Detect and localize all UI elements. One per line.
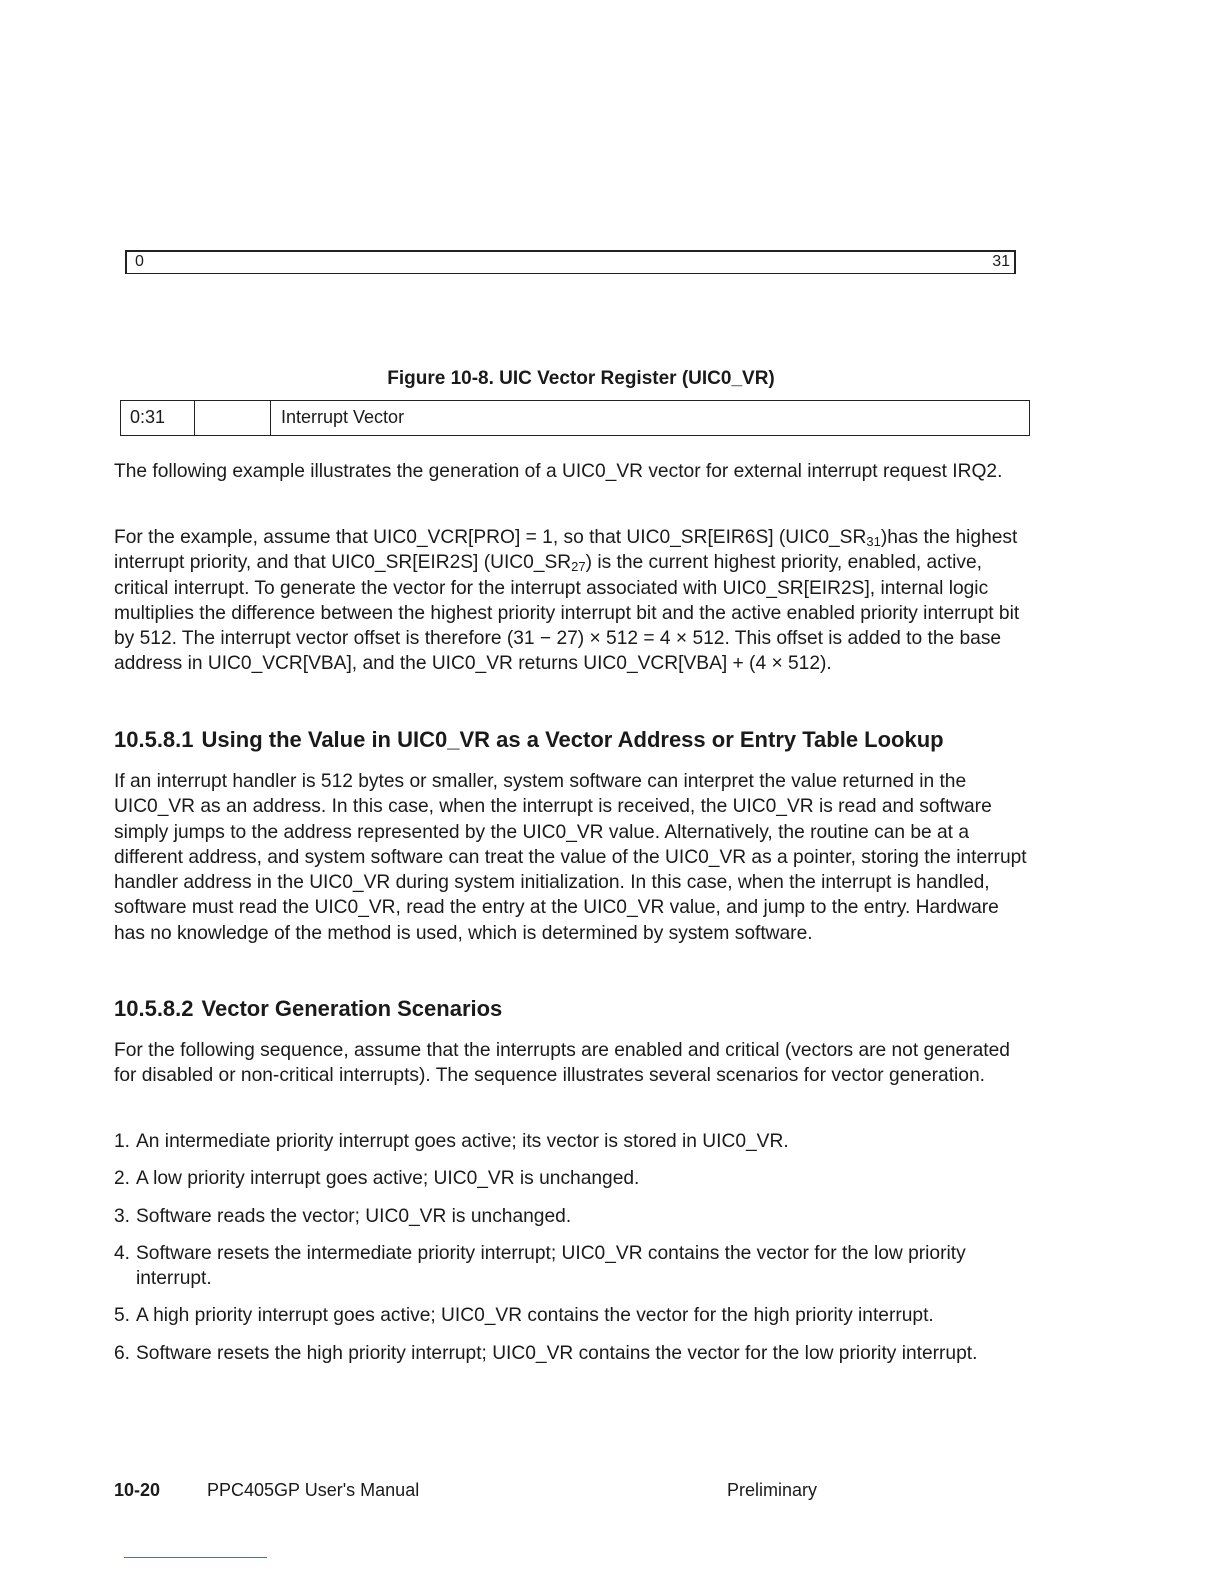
- example-text-3: ) is the current highest priority, enabled, active, critical interrupt. To generate the vector for the interrupt associated with UIC0_SR[EIR2S], internal logic multiplies the difference between the highest priority interrupt bit and the active enabled priority interrupt bit by 512. The interrupt vector offset is therefore (31 − 27) × 512 = 4 × 512. This offset is added to the base address in UIC0_VCR[VBA], and the UIC0_VR returns UIC0_VCR[VBA] + (4 × 512).: [114, 552, 1020, 675]
- list-item: [114, 1166, 1034, 1191]
- step-text: An intermediate priority interrupt goes active; its vector is stored in UIC0_VR.: [136, 1131, 789, 1152]
- bottom-rule: [124, 1557, 267, 1558]
- list-item: [114, 1129, 1034, 1154]
- section1-text: If an interrupt handler is 512 bytes or smaller, system software can interpret the value returned in the UIC0_VR as an address. In this case, when the interrupt is received, the UIC0_VR is read and software simply jumps to the address represented by the UIC0_VR value. Alternatively, the routine can be at a different address, and system software can treat the value of the UIC0_VR as a pointer, storing the interrupt handler address in the UIC0_VR during system initialization. In this case, when the interrupt is handled, software must read the UIC0_VR, read the entry at the UIC0_VR value, and jump to the entry. Hardware has no knowledge of the method is used, which is determined by system software.: [114, 771, 1027, 944]
- section-heading-10-5-8-2: [114, 996, 1034, 1022]
- step-number: 4.: [114, 1242, 131, 1264]
- register-field-table: [120, 400, 1030, 436]
- example-sub-31: 31: [866, 534, 881, 549]
- register-bit-start: 0: [135, 253, 144, 270]
- list-item: [114, 1303, 1034, 1328]
- footer-page-number: 10-20: [114, 1480, 161, 1500]
- step-text: A low priority interrupt goes active; UIC0_VR is unchanged.: [136, 1168, 640, 1190]
- register-bit-end: 31: [992, 253, 1010, 270]
- field-bits: 0:31: [121, 401, 195, 435]
- figure-caption: Figure 10-8. UIC Vector Register (UIC0_VR): [387, 368, 775, 389]
- list-item: [114, 1241, 1034, 1292]
- step-text: A high priority interrupt goes active; UIC0_VR contains the vector for the high priority interrupt.: [136, 1305, 934, 1327]
- step-number: 6.: [114, 1342, 131, 1364]
- section1-body: [114, 769, 1034, 946]
- step-number: 5.: [114, 1305, 131, 1327]
- section-title: Vector Generation Scenarios: [201, 996, 503, 1021]
- field-name: [195, 401, 271, 435]
- example-paragraph: [114, 525, 1034, 677]
- step-text: Software resets the intermediate priority interrupt; UIC0_VR contains the vector for the low priority interrupt.: [136, 1242, 966, 1290]
- field-description: Interrupt Vector: [281, 407, 405, 427]
- intro-paragraph: [114, 459, 1034, 484]
- footer-document-title: PPC405GP User's Manual: [207, 1480, 420, 1500]
- intro-text: The following example illustrates the generation of a UIC0_VR vector for external interrupt request IRQ2.: [114, 461, 1003, 482]
- section-number: 10.5.8.1: [114, 727, 194, 752]
- register-bit-bar: [125, 250, 1016, 274]
- scenario-steps: [114, 1129, 1034, 1378]
- step-number: 3.: [114, 1205, 131, 1227]
- step-text: Software reads the vector; UIC0_VR is unchanged.: [136, 1205, 572, 1227]
- step-text: Software resets the high priority interrupt; UIC0_VR contains the vector for the low priority interrupt.: [136, 1342, 978, 1364]
- section2-text: For the following sequence, assume that the interrupts are enabled and critical (vectors are not generated for disabled or non-critical interrupts). The sequence illustrates several scenarios for vector generation.: [114, 1040, 1010, 1087]
- step-number: 1.: [114, 1131, 131, 1152]
- example-sub-27: 27: [571, 559, 586, 575]
- section2-body: [114, 1038, 1034, 1089]
- list-item: [114, 1204, 1034, 1229]
- section-number: 10.5.8.2: [114, 996, 194, 1021]
- section-title: Using the Value in UIC0_VR as a Vector Address or Entry Table Lookup: [201, 727, 944, 752]
- example-text-2: )has the highest interrupt priority, and that UIC0_SR[EIR2S] (UIC0_SR: [114, 527, 1018, 574]
- footer-status: Preliminary: [727, 1480, 818, 1500]
- list-item: [114, 1341, 1034, 1366]
- section-heading-10-5-8-1: [114, 727, 1034, 753]
- example-text-1: For the example, assume that UIC0_VCR[PRO] = 1, so that UIC0_SR[EIR6S] (UIC0_SR: [114, 527, 867, 548]
- step-number: 2.: [114, 1168, 131, 1190]
